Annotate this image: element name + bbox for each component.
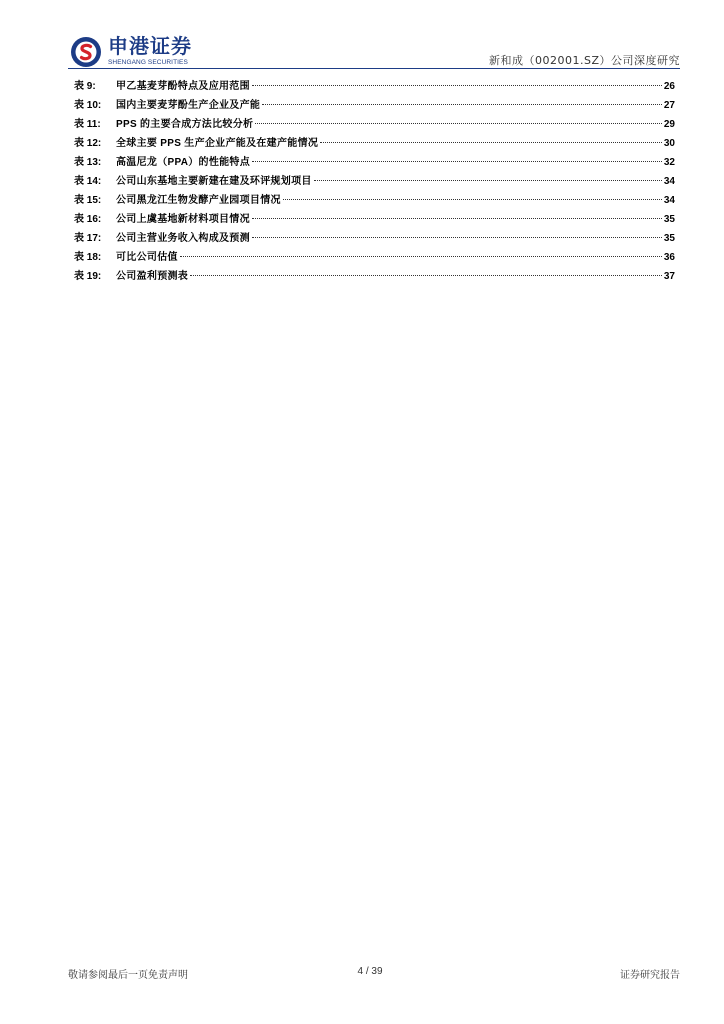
toc-entry-label: 表 15: — [74, 195, 102, 206]
toc-leader-dots — [190, 274, 662, 276]
toc-entry-label: 表 10: — [74, 100, 102, 111]
toc-entry[interactable] — [74, 134, 675, 153]
table-of-contents — [74, 77, 675, 286]
toc-entry-title: PPS 的主要合成方法比较分析 — [116, 119, 254, 130]
toc-entry[interactable] — [74, 210, 675, 229]
toc-leader-dots — [252, 160, 662, 162]
toc-entry-title: 高温尼龙（PPA）的性能特点 — [116, 157, 251, 168]
company-logo — [68, 33, 198, 69]
toc-entry-title: 甲乙基麦芽酚特点及应用范围 — [116, 81, 250, 92]
page-header — [68, 33, 680, 69]
footer-page-number: 4 / 39 — [357, 966, 383, 977]
toc-entry-page: 26 — [663, 81, 675, 92]
toc-entry-page: 27 — [663, 100, 675, 111]
toc-entry-title: 公司黑龙江生物发酵产业园项目情况 — [116, 195, 281, 206]
toc-entry[interactable] — [74, 248, 675, 267]
toc-entry-label: 表 16: — [74, 214, 102, 225]
toc-entry-page: 36 — [663, 252, 675, 263]
toc-leader-dots — [262, 103, 662, 105]
toc-entry-page: 32 — [663, 157, 675, 168]
toc-entry[interactable] — [74, 153, 675, 172]
toc-entry-page: 35 — [663, 214, 675, 225]
shengang-logo-icon — [70, 36, 102, 68]
toc-entry-page: 29 — [663, 119, 675, 130]
toc-entry-title: 国内主要麦芽酚生产企业及产能 — [116, 100, 261, 111]
toc-entry-label: 表 14: — [74, 176, 102, 187]
toc-entry-label: 表 19: — [74, 271, 102, 282]
toc-entry-label: 表 18: — [74, 252, 102, 263]
logo-english-name: SHENGANG SECURITIES — [108, 59, 188, 66]
toc-entry[interactable] — [74, 96, 675, 115]
toc-leader-dots — [252, 236, 662, 238]
toc-entry-label: 表 12: — [74, 138, 102, 149]
toc-entry[interactable] — [74, 267, 675, 286]
toc-entry-page: 35 — [663, 233, 675, 244]
toc-entry-title: 公司山东基地主要新建在建及环评规划项目 — [116, 176, 312, 187]
report-title: 新和成（002001.SZ）公司深度研究 — [488, 54, 680, 67]
toc-leader-dots — [255, 122, 662, 124]
toc-entry-title: 全球主要 PPS 生产企业产能及在建产能情况 — [116, 138, 319, 149]
toc-entry[interactable] — [74, 115, 675, 134]
toc-entry[interactable] — [74, 191, 675, 210]
logo-chinese-name: 申港证券 — [108, 34, 192, 58]
toc-entry[interactable] — [74, 229, 675, 248]
toc-entry-label: 表 11: — [74, 119, 101, 130]
toc-leader-dots — [180, 255, 662, 257]
toc-entry-label: 表 9: — [74, 81, 96, 92]
header-divider — [68, 68, 680, 69]
toc-leader-dots — [314, 179, 662, 181]
toc-entry[interactable] — [74, 77, 675, 96]
toc-entry-page: 37 — [663, 271, 675, 282]
toc-entry[interactable] — [74, 172, 675, 191]
toc-entry-page: 30 — [663, 138, 675, 149]
toc-leader-dots — [252, 84, 662, 86]
footer-disclaimer: 敬请参阅最后一页免责声明 — [68, 970, 188, 981]
toc-leader-dots — [320, 141, 662, 143]
toc-entry-title: 公司盈利预测表 — [116, 271, 189, 282]
toc-entry-label: 表 13: — [74, 157, 102, 168]
toc-leader-dots — [283, 198, 662, 200]
toc-entry-page: 34 — [663, 176, 675, 187]
toc-entry-title: 公司上虞基地新材料项目情况 — [116, 214, 250, 225]
toc-leader-dots — [252, 217, 662, 219]
footer-report-type: 证券研究报告 — [620, 970, 680, 981]
toc-entry-title: 可比公司估值 — [116, 252, 178, 263]
toc-entry-page: 34 — [663, 195, 675, 206]
toc-entry-label: 表 17: — [74, 233, 102, 244]
toc-entry-title: 公司主营业务收入构成及预测 — [116, 233, 250, 244]
